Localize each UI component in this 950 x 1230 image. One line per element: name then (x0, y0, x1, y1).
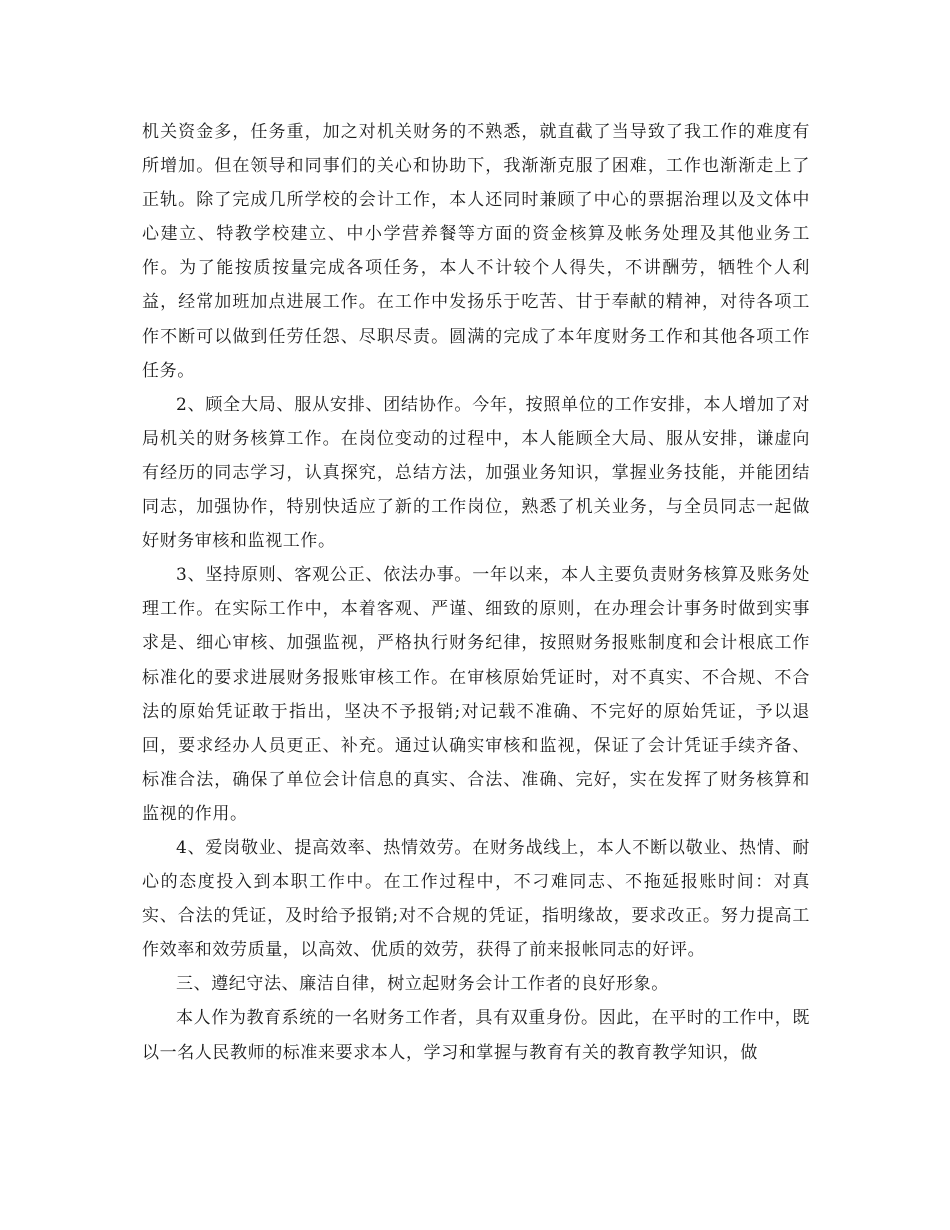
paragraph-item-4: 4、爱岗敬业、提高效率、热情效劳。在财务战线上，本人不断以敬业、热情、耐心的态度投入到本职工作中。在工作过程中，不刁难同志、不拖延报账时间：对真实、合法的凭证，及时给予报销;对不合规的凭证，指明缘故，要求改正。努力提高工作效率和效劳质量，以高效、优质的效劳，获得了前来报帐同志的好评。 (142, 837, 810, 961)
document-body (142, 115, 810, 1070)
paragraph-item-3: 3、坚持原则、客观公正、依法办事。一年以来，本人主要负责财务核算及账务处理工作。在实际工作中，本着客观、严谨、细致的原则，在办理会计事务时做到实事求是、细心审核、加强监视，严格执行财务纪律，按照财务报账制度和会计根底工作标准化的要求进展财务报账审核工作。在审核原始凭证时，对不真实、不合规、不合法的原始凭证敢于指出，坚决不予报销;对记载不准确、不完好的原始凭证，予以退回，要求经办人员更正、补充。通过认确实审核和监视，保证了会计凭证手续齐备、标准合法，确保了单位会计信息的真实、合法、准确、完好，实在发挥了财务核算和监视的作用。 (142, 565, 810, 824)
section-heading-3: 三、遵纪守法、廉洁自律，树立起财务会计工作者的良好形象。 (176, 974, 669, 995)
paragraph-continuation: 机关资金多，任务重，加之对机关财务的不熟悉，就直截了当导致了我工作的难度有所增加。但在领导和同事们的关心和协助下，我渐渐克服了困难，工作也渐渐走上了正轨。除了完成几所学校的会计工作，本人还同时兼顾了中心的票据治理以及文体中心建立、特教学校建立、中小学营养餐等方面的资金核算及帐务处理及其他业务工作。为了能按质按量完成各项任务，本人不计较个人得失，不讲酬劳，牺牲个人利益，经常加班加点进展工作。在工作中发扬乐于吃苦、甘于奉献的精神，对待各项工作不断可以做到任劳任怨、尽职尽责。圆满的完成了本年度财务工作和其他各项工作任务。 (142, 122, 810, 381)
paragraph-item-2: 2、顾全大局、服从安排、团结协作。今年，按照单位的工作安排，本人增加了对局机关的财务核算工作。在岗位变动的过程中，本人能顾全大局、服从安排，谦虚向有经历的同志学习，认真探究，总结方法，加强业务知识，掌握业务技能，并能团结同志，加强协作，特别快适应了新的工作岗位，熟悉了机关业务，与全员同志一起做好财务审核和监视工作。 (142, 394, 810, 552)
paragraph-section-3-intro: 本人作为教育系统的一名财务工作者，具有双重身份。因此，在平时的工作中，既以一名人民教师的标准来要求本人，学习和掌握与教育有关的教育教学知识，做 (142, 1008, 810, 1063)
